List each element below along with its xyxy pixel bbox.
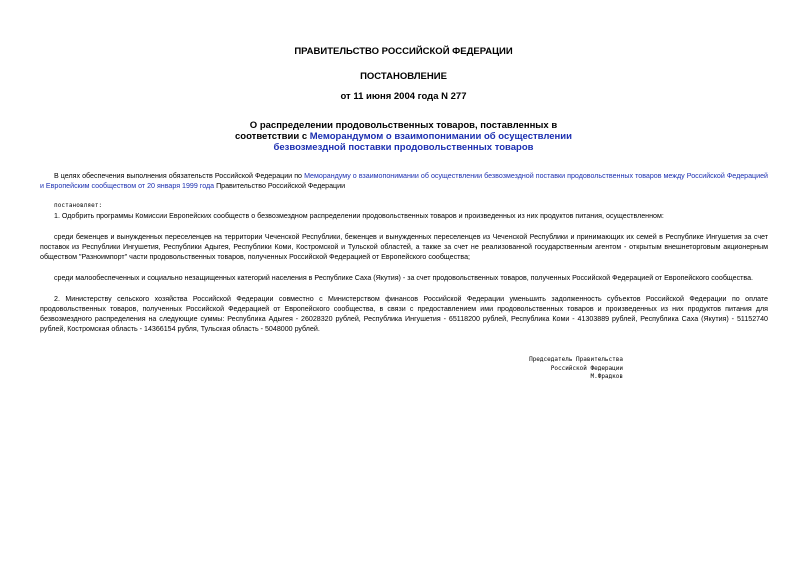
memorandum-title-link-continued[interactable]: безвозмездной поставки продовольственных товаров xyxy=(273,142,534,153)
document-date-number: от 11 июня 2004 года N 277 xyxy=(340,91,467,102)
memorandum-title-link[interactable]: Меморандумом о взаимопонимании об осуществлении xyxy=(309,131,572,142)
preamble-paragraph xyxy=(40,171,768,191)
clause-1-paragraph: 1. Одобрить программы Комиссии Европейских сообществ о безвозмездном распределении продовольственных товаров и произведенных из них продуктов питания, осуществленном: xyxy=(54,212,664,220)
title-line-2 xyxy=(0,131,807,142)
document-title xyxy=(0,120,807,153)
signature-position: Председатель Правительства xyxy=(529,356,623,363)
title-line-1: О распределении продовольственных товаров, поставленных в xyxy=(249,120,558,131)
signature-name: М.Фрадков xyxy=(590,373,623,380)
memorandum-link[interactable]: Меморандуму о взаимопонимании об осуществлении безвозмездной поставки продовольственных товаров между Российской Федерацией и Европейским сообществом от 20 января 1999 года xyxy=(40,172,768,190)
signature-block xyxy=(529,356,623,382)
clause-2-paragraph: 2. Министерству сельского хозяйства Российской Федерации совместно с Министерством финансов Российской Федерации уменьшить задолженность субъектов Российской Федерации по оплате продовольственных товаров, полученных Российской Федерацией от Европейского сообщества, в связи с предоставлением ими продовольственных товаров и произведенных из них продуктов питания для безвозмездного распределения на следующие суммы: Республика Адыгея - 26028320 рублей, Республика Ингушетия - 65118200 рублей, Республика Коми - 41303889 рублей, Республика Саха (Якутия) - 51152740 рублей, Костромская область - 14366154 рубля, Тульская область - 5048000 рублей. xyxy=(40,295,768,333)
clause-1-item-chechnya: среди беженцев и вынужденных переселенцев на территории Чеченской Республики, беженцев и вынужденных переселенцев из Чеченской Республики и принимающих их семей в Республике Ингушетия за счет поставок из Республики Ингушетия, Республики Адыгея, Республики Коми, Костромской и Тульской областей, а также за счет не реализованной государственным агентом - открытым внешнеторговым акционерным обществом "Разноимпорт" части продовольственных товаров, полученных Российской Федерацией от Европейского сообщества; xyxy=(40,233,768,261)
resolves-label: постановляет: xyxy=(54,202,103,209)
clause-1-item-yakutia: среди малообеспеченных и социально незащищенных категорий населения в Республике Саха (Якутия) - за счет продовольственных товаров, полученных Российской Федерацией от Европейского сообщества. xyxy=(54,274,753,282)
preamble-suffix: Правительство Российской Федерации xyxy=(214,182,346,190)
document-type: ПОСТАНОВЛЕНИЕ xyxy=(360,71,447,82)
preamble-prefix: В целях обеспечения выполнения обязательств Российской Федерации по xyxy=(54,172,305,180)
government-header: ПРАВИТЕЛЬСТВО РОССИЙСКОЙ ФЕДЕРАЦИИ xyxy=(294,46,513,57)
signature-country: Российской Федерации xyxy=(550,364,623,372)
title-line-2-prefix: соответствии с xyxy=(235,131,310,142)
